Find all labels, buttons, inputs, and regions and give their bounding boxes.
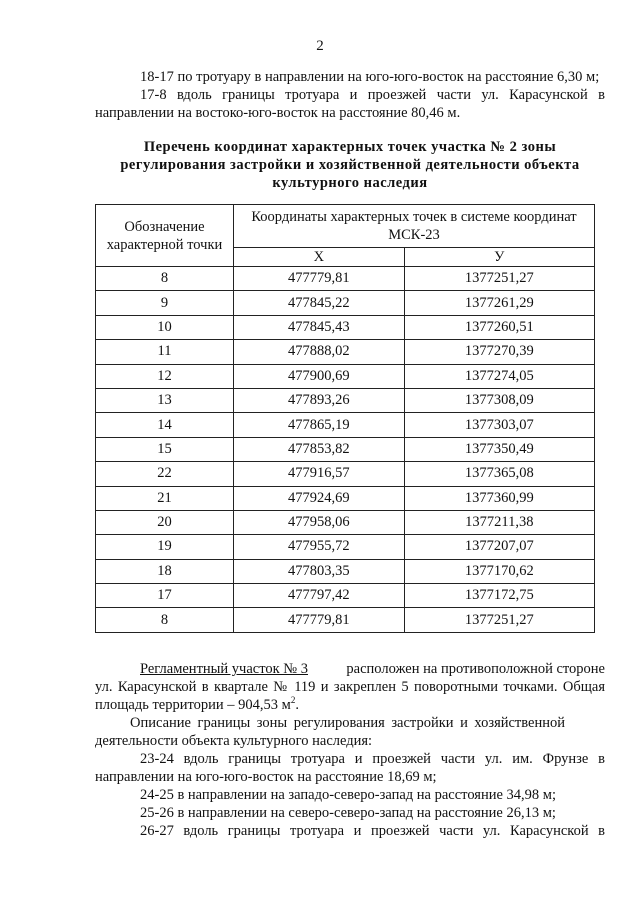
description-line-1: Описание границы зоны регулирования застройки и хозяйственной: [130, 715, 565, 731]
section3-area-end: .: [295, 697, 299, 713]
table-row: [96, 608, 595, 632]
table-row: [96, 559, 595, 583]
header-coordinates: Координаты характерных точек в системе координат МСК-23: [234, 205, 595, 248]
cell-x: 477955,72: [234, 535, 405, 559]
cell-point: 21: [96, 486, 234, 510]
cell-point: 19: [96, 535, 234, 559]
cell-x: 477845,22: [234, 291, 405, 315]
description-line-2: деятельности объекта культурного наследия:: [95, 733, 373, 749]
cell-y: 1377360,99: [404, 486, 594, 510]
header-x: X: [234, 248, 405, 267]
cell-y: 1377251,27: [404, 267, 594, 291]
table-row: [96, 437, 595, 461]
cell-y: 1377251,27: [404, 608, 594, 632]
cell-point: 10: [96, 315, 234, 339]
intro-line-3: направлении на востоко-юго-восток на расстояние 80,46 м.: [95, 105, 461, 121]
cell-point: 8: [96, 267, 234, 291]
description-line-7: 26-27 вдоль границы тротуара и проезжей части ул. Карасунской в: [140, 823, 605, 839]
section3-area: площадь территории – 904,53 м: [95, 697, 291, 713]
table-row: [96, 340, 595, 364]
page-number: 2: [316, 38, 324, 54]
cell-x: 477779,81: [234, 608, 405, 632]
cell-point: 14: [96, 413, 234, 437]
cell-point: 17: [96, 584, 234, 608]
cell-x: 477893,26: [234, 388, 405, 412]
cell-point: 11: [96, 340, 234, 364]
cell-x: 477865,19: [234, 413, 405, 437]
table-row: [96, 413, 595, 437]
cell-y: 1377261,29: [404, 291, 594, 315]
cell-x: 477845,43: [234, 315, 405, 339]
table-row: [96, 291, 595, 315]
section-title-line-3: культурного наследия: [272, 175, 428, 191]
cell-y: 1377303,07: [404, 413, 594, 437]
description-line-3: 23-24 вдоль границы тротуара и проезжей части ул. им. Фрунзе в: [140, 751, 605, 767]
cell-y: 1377350,49: [404, 437, 594, 461]
cell-y: 1377308,09: [404, 388, 594, 412]
table-row: [96, 364, 595, 388]
table-row: [96, 267, 595, 291]
cell-point: 12: [96, 364, 234, 388]
cell-y: 1377274,05: [404, 364, 594, 388]
description-line-6: 25-26 в направлении на северо-северо-запад на расстояние 26,13 м;: [140, 805, 556, 821]
section3-line-1: [140, 660, 605, 678]
table-row: [96, 584, 595, 608]
cell-y: 1377365,08: [404, 462, 594, 486]
cell-x: 477803,35: [234, 559, 405, 583]
cell-y: 1377170,62: [404, 559, 594, 583]
table-row: [96, 388, 595, 412]
intro-line-2: 17-8 вдоль границы тротуара и проезжей части ул. Карасунской в: [140, 87, 605, 103]
section-title-line-1: Перечень координат характерных точек участка № 2 зоны: [143, 139, 557, 155]
section3-area-sup: 2: [290, 695, 296, 706]
table-row: [96, 462, 595, 486]
cell-y: 1377270,39: [404, 340, 594, 364]
cell-point: 20: [96, 510, 234, 534]
cell-y: 1377260,51: [404, 315, 594, 339]
cell-y: 1377211,38: [404, 510, 594, 534]
cell-x: 477888,02: [234, 340, 405, 364]
description-line-4: направлении на юго-юго-восток на расстояние 18,69 м;: [95, 769, 437, 785]
cell-x: 477958,06: [234, 510, 405, 534]
cell-y: 1377172,75: [404, 584, 594, 608]
cell-x: 477916,57: [234, 462, 405, 486]
table-row: [96, 510, 595, 534]
header-y: У: [404, 248, 594, 267]
cell-x: 477924,69: [234, 486, 405, 510]
cell-point: 18: [96, 559, 234, 583]
cell-x: 477853,82: [234, 437, 405, 461]
coordinates-table: [95, 204, 595, 633]
table-row: [96, 486, 595, 510]
description-line-5: 24-25 в направлении на западо-северо-запад на расстояние 34,98 м;: [140, 787, 556, 803]
section-title-line-2: регулирования застройки и хозяйственной деятельности объекта: [120, 157, 580, 173]
cell-point: 9: [96, 291, 234, 315]
section3-line-2: ул. Карасунской в квартале № 119 и закреплен 5 поворотными точками. Общая: [95, 679, 605, 695]
cell-y: 1377207,07: [404, 535, 594, 559]
cell-point: 13: [96, 388, 234, 412]
table-row: [96, 535, 595, 559]
section3-line-3: [95, 696, 299, 714]
cell-point: 8: [96, 608, 234, 632]
section3-heading: Регламентный участок № 3: [140, 661, 308, 677]
cell-point: 15: [96, 437, 234, 461]
cell-x: 477900,69: [234, 364, 405, 388]
cell-x: 477779,81: [234, 267, 405, 291]
section3-line1-text: расположен на противоположной стороне: [346, 661, 605, 677]
header-point-designation: Обозначение характерной точки: [96, 205, 234, 267]
cell-point: 22: [96, 462, 234, 486]
intro-line-1: 18-17 по тротуару в направлении на юго-юго-восток на расстояние 6,30 м;: [140, 69, 600, 85]
table-row: [96, 315, 595, 339]
cell-x: 477797,42: [234, 584, 405, 608]
